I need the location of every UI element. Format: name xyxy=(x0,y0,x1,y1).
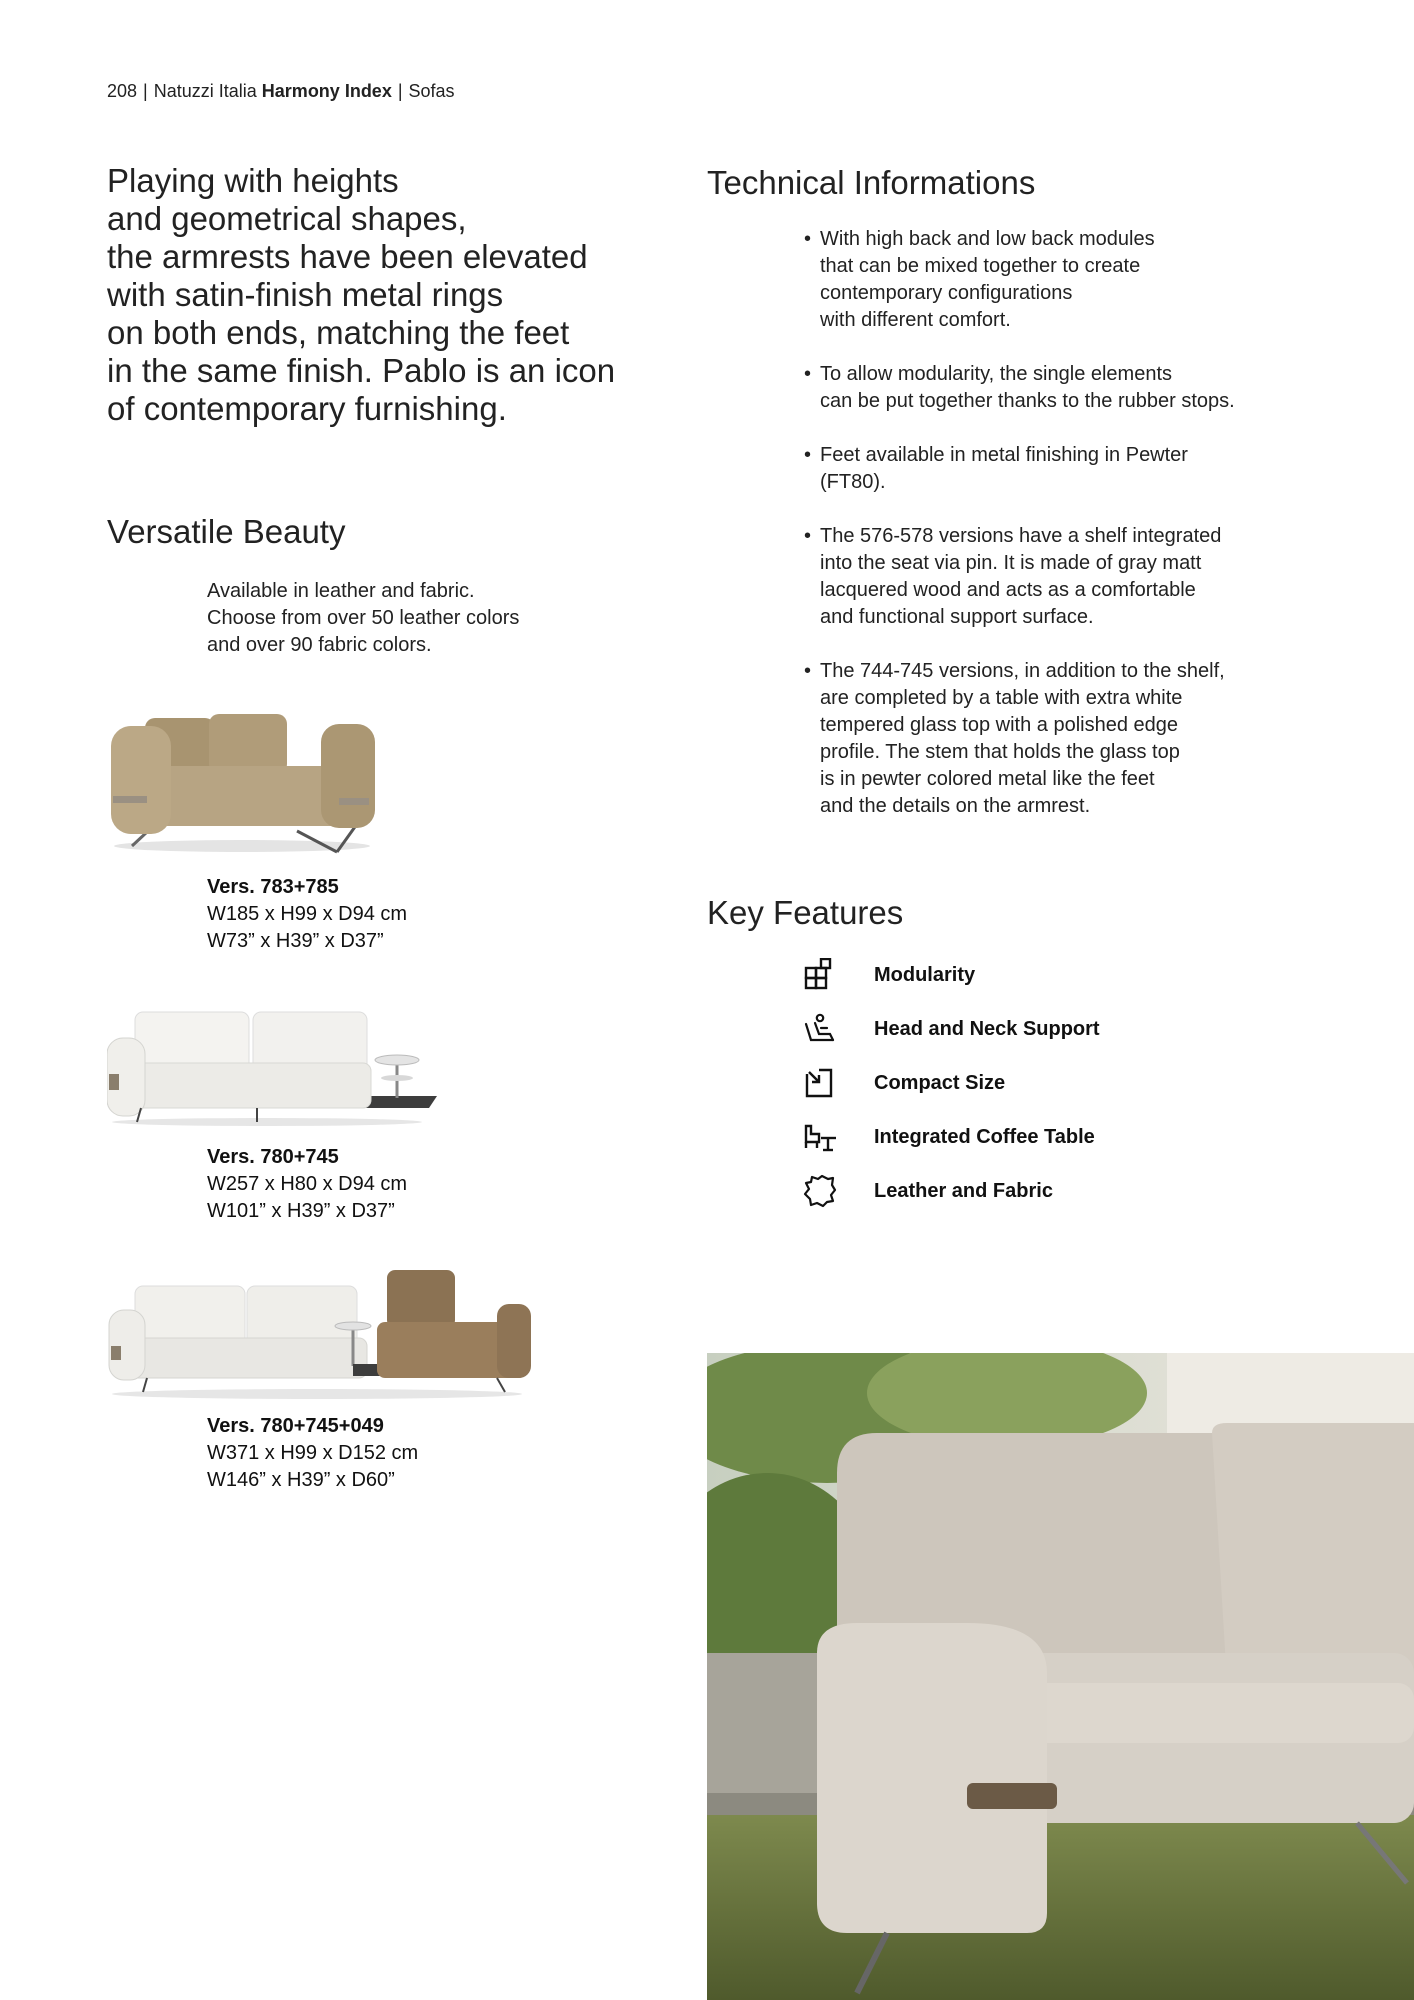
intro-line: and geometrical shapes, xyxy=(107,200,467,237)
sofa-image-780-745 xyxy=(107,1008,437,1128)
technical-item xyxy=(803,658,1323,820)
technical-line: tempered glass top with a polished edge xyxy=(820,714,1179,736)
technical-line: • The 576-578 versions have a shelf integrated xyxy=(820,525,1222,547)
brand-name: Natuzzi Italia xyxy=(153,81,257,101)
intro-line: of contemporary furnishing. xyxy=(107,390,507,427)
versatile-line: Choose from over 50 leather colors xyxy=(207,607,520,629)
feature-item xyxy=(803,1164,1100,1218)
version-dimensions-inch: W146” x H39” x D60” xyxy=(207,1469,395,1491)
feature-item xyxy=(803,1002,1100,1056)
technical-line: into the seat via pin. It is made of gray matt xyxy=(820,552,1202,574)
coffee-table-icon xyxy=(803,1120,837,1154)
versatile-line: Available in leather and fabric. xyxy=(207,580,475,602)
version-title: Vers. 783+785 xyxy=(207,876,339,898)
technical-line: (FT80). xyxy=(820,471,886,493)
version-dimensions-cm: W185 x H99 x D94 cm xyxy=(207,903,408,925)
technical-item xyxy=(803,226,1323,334)
version-card xyxy=(207,1413,418,1494)
technical-line: profile. The stem that holds the glass top xyxy=(820,741,1180,763)
version-dimensions-inch: W73” x H39” x D37” xyxy=(207,930,384,952)
head-neck-support-icon xyxy=(803,1012,837,1046)
index-name: Harmony Index xyxy=(261,81,392,101)
intro-paragraph xyxy=(107,162,667,428)
feature-item xyxy=(803,948,1100,1002)
technical-line: and functional support surface. xyxy=(820,606,1094,628)
versatile-text xyxy=(207,578,519,659)
page-header: 208 | Natuzzi Italia Harmony Index | Sofas xyxy=(107,81,455,101)
technical-line: is in pewter colored metal like the feet xyxy=(820,768,1155,790)
technical-title: Technical Informations xyxy=(707,164,1036,201)
intro-line: on both ends, matching the feet xyxy=(107,314,570,351)
leather-fabric-icon xyxy=(803,1174,837,1208)
intro-line: the armrests have been elevated xyxy=(107,238,588,275)
version-title: Vers. 780+745+049 xyxy=(207,1415,384,1437)
lifestyle-photo xyxy=(707,1353,1414,2000)
compact-size-icon xyxy=(803,1066,837,1100)
sofa-image-783-785 xyxy=(107,706,377,856)
technical-line: lacquered wood and acts as a comfortable xyxy=(820,579,1196,601)
technical-line: are completed by a table with extra white xyxy=(820,687,1183,709)
versatile-title: Versatile Beauty xyxy=(107,513,346,550)
technical-item xyxy=(803,442,1323,496)
page-number: 208 xyxy=(107,81,138,101)
intro-line: Playing with heights xyxy=(107,162,399,199)
version-dimensions-cm: W371 x H99 x D152 cm xyxy=(207,1442,419,1464)
feature-label: Head and Neck Support xyxy=(874,1017,1100,1040)
technical-list xyxy=(803,226,1323,847)
sofa-image-780-745-049 xyxy=(107,1266,537,1401)
technical-line: with different comfort. xyxy=(820,309,1011,331)
intro-line: in the same finish. Pablo is an icon xyxy=(107,352,616,389)
feature-label: Modularity xyxy=(874,963,976,986)
feature-item xyxy=(803,1056,1100,1110)
feature-label: Integrated Coffee Table xyxy=(874,1125,1095,1148)
technical-line: can be put together thanks to the rubber stops. xyxy=(820,390,1235,412)
version-card xyxy=(207,1144,407,1225)
section-name: Sofas xyxy=(408,81,455,101)
version-dimensions-cm: W257 x H80 x D94 cm xyxy=(207,1173,408,1195)
technical-line: • The 744-745 versions, in addition to the shelf, xyxy=(820,660,1225,682)
version-dimensions-inch: W101” x H39” x D37” xyxy=(207,1200,395,1222)
intro-line: with satin-finish metal rings xyxy=(107,276,504,313)
technical-line: • With high back and low back modules xyxy=(820,228,1155,250)
technical-line: contemporary configurations xyxy=(820,282,1073,304)
technical-line: • To allow modularity, the single elements xyxy=(820,363,1173,385)
feature-label: Compact Size xyxy=(874,1071,1006,1094)
version-title: Vers. 780+745 xyxy=(207,1146,339,1168)
feature-item xyxy=(803,1110,1100,1164)
features-title: Key Features xyxy=(707,894,904,931)
technical-line: and the details on the armrest. xyxy=(820,795,1091,817)
technical-item xyxy=(803,361,1323,415)
version-card xyxy=(207,874,407,955)
feature-label: Leather and Fabric xyxy=(874,1179,1053,1202)
versatile-line: and over 90 fabric colors. xyxy=(207,634,432,656)
features-list xyxy=(803,948,1100,1218)
technical-line: • Feet available in metal finishing in Pewter xyxy=(820,444,1188,466)
technical-line: that can be mixed together to create xyxy=(820,255,1141,277)
modularity-icon xyxy=(803,958,837,992)
technical-item xyxy=(803,523,1323,631)
